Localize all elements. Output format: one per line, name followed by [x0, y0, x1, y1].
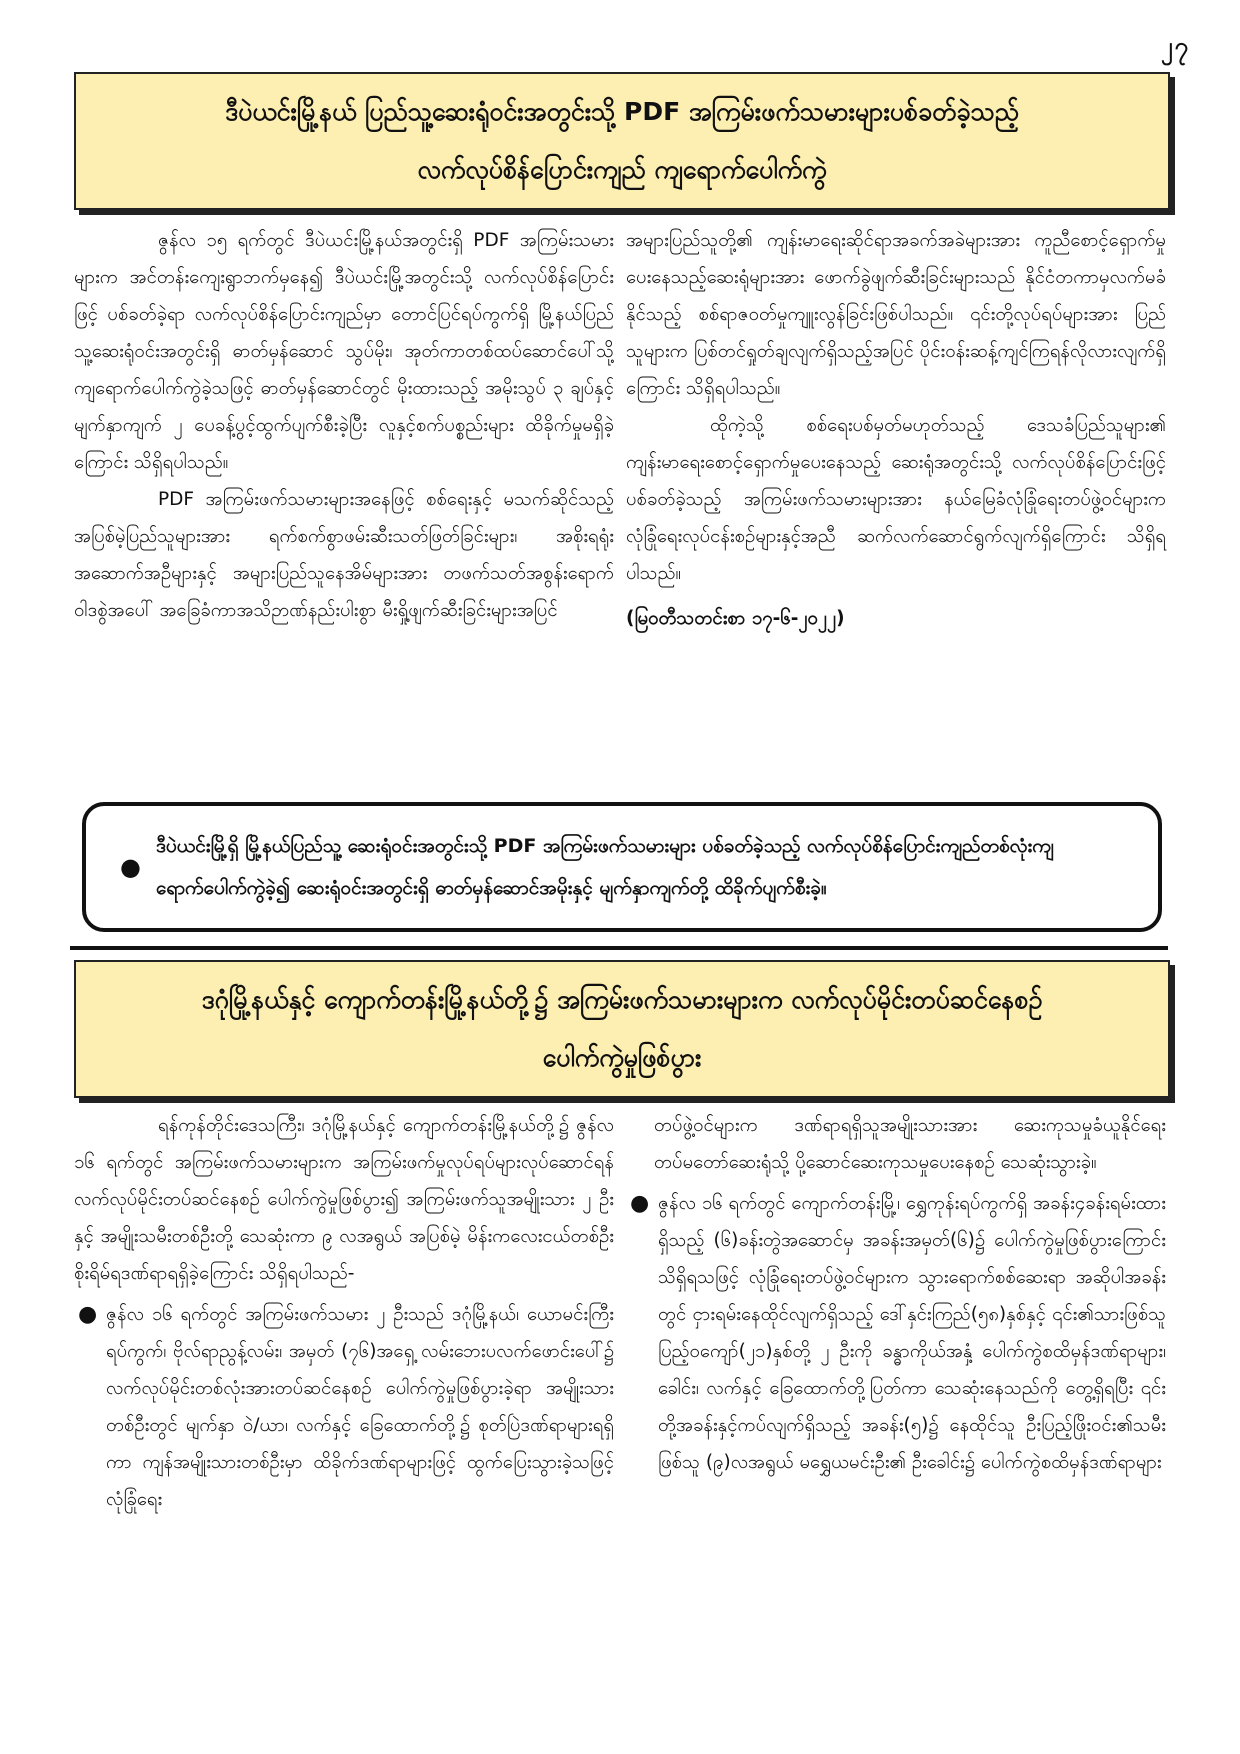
article2-headline	[74, 960, 1170, 1098]
article2-left-bullet-item	[74, 1296, 614, 1518]
article1-left-paragraph-1: ဇွန်လ ၁၅ ရက်တွင် ဒီပဲယင်းမြို့နယ်အတွင်းရှိ PDF အကြမ်းသမားများက အင်တန်းကျေးရွာဘက်မှနေ၍ ဒီပဲယင်းမြို့အတွင်းသို့ လက်လုပ်စိန်ပြောင်းဖြင့် ပစ်ခတ်ခဲ့ရာ လက်လုပ်စိန်ပြောင်းကျည်မှာ တောင်ပြင်ရပ်ကွက်ရှိ မြို့နယ်ပြည်သူ့ဆေးရုံဝင်းအတွင်းရှိ ဓာတ်မှန်ဆောင် သွပ်မိုး၊ အုတ်ကာတစ်ထပ်ဆောင်ပေါ်သို့ ကျရောက်ပေါက်ကွဲခဲ့သဖြင့် ဓာတ်မှန်ဆောင်တွင် မိုးထားသည့် အမိုးသွပ် ၃ ချပ်နှင့် မျက်နှာကျက် ၂ ပေခန့်ပွင့်ထွက်ပျက်စီးခဲ့ပြီး လူနှင့်စက်ပစ္စည်းများ ထိခိုက်မှုမရှိခဲ့ကြောင်း သိရှိရပါသည်။	[74, 230, 614, 473]
summary-text: ဒီပဲယင်းမြို့ရှိ မြို့နယ်ပြည်သူ့ ဆေးရုံဝင်းအတွင်းသို့ PDF အကြမ်းဖက်သမားများ ပစ်ခတ်ခဲ့သည့် လက်လုပ်စိန်ပြောင်းကျည်တစ်လုံးကျရောက်ပေါက်ကွဲခဲ့၍ ဆေးရုံဝင်းအတွင်းရှိ ဓာတ်မှန်ဆောင်အမိုးနှင့် မျက်နှာကျက်တို့ ထိခိုက်ပျက်စီးခဲ့။	[156, 835, 1054, 899]
section-divider	[70, 946, 1168, 950]
bullet-icon: ●	[630, 1191, 650, 1216]
article2-left-bullet-text: ဇွန်လ ၁၆ ရက်တွင် အကြမ်းဖက်သမား ၂ ဦးသည် ဒဂုံမြို့နယ်၊ ယောမင်းကြီးရပ်ကွက်၊ ဗိုလ်ရာညွန့်လမ်း၊ အမှတ် (၇၆)အရှေ့ လမ်းဘေးပလက်ဖောင်းပေါ်၌ လက်လုပ်မိုင်းတစ်လုံးအားတပ်ဆင်နေစဉ် ပေါက်ကွဲမှုဖြစ်ပွားခဲ့ရာ အမျိုးသားတစ်ဦးတွင် မျက်နှာ ဝဲ/ယာ၊ လက်နှင့် ခြေထောက်တို့၌ စုတ်ပြဲဒဏ်ရာများရရှိကာ ကျန်အမျိုးသားတစ်ဦးမှာ ထိခိုက်ဒဏ်ရာများဖြင့် ထွက်ပြေးသွားခဲ့သဖြင့် လုံခြုံရေး	[106, 1304, 614, 1510]
article2-left-paragraph-1: ရန်ကုန်တိုင်းဒေသကြီး၊ ဒဂုံမြို့နယ်နှင့် ကျောက်တန်းမြို့နယ်တို့၌ ဇွန်လ ၁၆ ရက်တွင် အကြမ်းဖက်သမားများက အကြမ်းဖက်မှုလုပ်ရပ်များလုပ်ဆောင်ရန် လက်လုပ်မိုင်းတပ်ဆင်နေစဉ် ပေါက်ကွဲမှုဖြစ်ပွား၍ အကြမ်းဖက်သူအမျိုးသား ၂ ဦးနှင့် အမျိုးသမီးတစ်ဦးတို့ သေဆုံးကာ ၉ လအရွယ် အပြစ်မဲ့ မိန်းကလေးငယ်တစ်ဦး စိုးရိမ်ရဒဏ်ရာရရှိခဲ့ကြောင်း သိရှိရပါသည်-	[74, 1115, 614, 1284]
bullet-icon: ●	[78, 1302, 98, 1327]
article1-source: (မြဝတီသတင်းစာ ၁၇-၆-၂၀၂၂)	[626, 608, 845, 629]
article2-right-paragraph-1: တပ်ဖွဲ့ဝင်များက ဒဏ်ရာရရှိသူအမျိုးသားအား ဆေးကုသမှုခံယူနိုင်ရေး တပ်မတော်ဆေးရုံသို့ ပို့ဆောင်ဆေးကုသမှုပေးနေစဉ် သေဆုံးသွားခဲ့။	[654, 1115, 1166, 1173]
article2-right-bullet-item	[626, 1185, 1166, 1481]
article2-headline-line1: ဒဂုံမြို့နယ်နှင့် ကျောက်တန်းမြို့နယ်တို့၌ အကြမ်းဖက်သမားများက လက်လုပ်မိုင်းတပ်ဆင်နေစဉ်	[201, 985, 1043, 1014]
article2-right-column	[626, 1107, 1166, 1717]
article1-left-column	[74, 222, 614, 762]
article1-left-paragraph-2: PDF အကြမ်းဖက်သမားများအနေဖြင့် စစ်ရေးနှင့် မသက်ဆိုင်သည့် အပြစ်မဲ့ပြည်သူများအား ရက်စက်စွာဖမ်းဆီးသတ်ဖြတ်ခြင်းများ၊ အစိုးရရုံးအဆောက်အဦများနှင့် အများပြည်သူနေအိမ်များအား တဖက်သတ်အစွန်းရောက်ဝါဒစွဲအပေါ် အခြေခံကာအသိဉာဏ်နည်းပါးစွာ မီးရှို့ဖျက်ဆီးခြင်းများအပြင်	[74, 489, 614, 621]
article1-body	[74, 222, 1166, 762]
article1-right-paragraph-1: အများပြည်သူတို့၏ ကျန်းမာရေးဆိုင်ရာအခက်အခဲများအား ကူညီစောင့်ရှောက်မှုပေးနေသည့်ဆေးရုံများအား ဖောက်ခွဲဖျက်ဆီးခြင်းများသည် နိုင်ငံတကာမှလက်မခံနိုင်သည့် စစ်ရာဇဝတ်မှုကျူးလွန်ခြင်းဖြစ်ပါသည်။ ၎င်းတို့လုပ်ရပ်များအား ပြည်သူများက ပြစ်တင်ရှုတ်ချလျက်ရှိသည့်အပြင် ပိုင်းဝန်းဆန့်ကျင်ကြရန်လိုလားလျက်ရှိကြောင်း သိရှိရပါသည်။	[626, 230, 1166, 399]
article1-headline	[74, 72, 1170, 210]
article1-headline-line1: ဒီပဲယင်းမြို့နယ် ပြည်သူ့ဆေးရုံဝင်းအတွင်းသို့ PDF အကြမ်းဖက်သမားများပစ်ခတ်ခဲ့သည့်	[225, 97, 1019, 126]
bullet-icon: ●	[120, 853, 141, 881]
article2-body	[74, 1107, 1166, 1717]
page-number: ၂၇	[1160, 32, 1190, 60]
article2-left-column	[74, 1107, 614, 1717]
article1-right-paragraph-2: ထိုကဲ့သို့ စစ်ရေးပစ်မှတ်မဟုတ်သည့် ဒေသခံပြည်သူများ၏ ကျန်းမာရေးစောင့်ရှောက်မှုပေးနေသည့် ဆေးရုံအတွင်းသို့ လက်လုပ်စိန်ပြောင်းဖြင့် ပစ်ခတ်ခဲ့သည့် အကြမ်းဖက်သမားများအား နယ်မြေခံလုံခြုံရေးတပ်ဖွဲ့ဝင်များက လုံခြုံရေးလုပ်ငန်းစဉ်များနှင့်အညီ ဆက်လက်ဆောင်ရွက်လျက်ရှိကြောင်း သိရှိရပါသည်။	[626, 415, 1166, 584]
summary-box	[82, 802, 1162, 932]
article2-right-bullet-text: ဇွန်လ ၁၆ ရက်တွင် ကျောက်တန်းမြို့၊ ရွှေကုန်းရပ်ကွက်ရှိ အခန်း၄ခန်းရမ်းထားရှိသည့် (၆)ခန်းတွဲအဆောင်မှ အခန်းအမှတ်(၆)၌ ပေါက်ကွဲမှုဖြစ်ပွားကြောင်း သိရှိရသဖြင့် လုံခြုံရေးတပ်ဖွဲ့ဝင်များက သွားရောက်စစ်ဆေးရာ အဆိုပါအခန်းတွင် ငှားရမ်းနေထိုင်လျက်ရှိသည့် ဒေါ်နှင်းကြည်(၅၈)နှစ်နှင့် ၎င်း၏သားဖြစ်သူ ပြည့်ဝကျော်(၂၁)နှစ်တို့ ၂ ဦးကို ခန္ဓာကိုယ်အနှံ့ ပေါက်ကွဲစထိမှန်ဒဏ်ရာများ၊ ခေါင်း၊ လက်နှင့် ခြေထောက်တို့ပြတ်ကာ သေဆုံးနေသည်ကို တွေ့ရှိရပြီး ၎င်းတို့အခန်းနှင့်ကပ်လျက်ရှိသည့် အခန်း(၅)၌ နေထိုင်သူ ဦးပြည့်ဖြိုးဝင်း၏သမီးဖြစ်သူ (၉)လအရွယ် မရွှေယမင်းဦး၏ ဦးခေါင်း၌ ပေါက်ကွဲစထိမှန်ဒဏ်ရာများ	[658, 1193, 1166, 1473]
article1-right-column	[626, 222, 1166, 762]
article2-headline-line2: ပေါက်ကွဲမှုဖြစ်ပွား	[542, 1043, 702, 1072]
article1-headline-line2: လက်လုပ်စိန်ပြောင်းကျည် ကျရောက်ပေါက်ကွဲ	[417, 155, 827, 184]
